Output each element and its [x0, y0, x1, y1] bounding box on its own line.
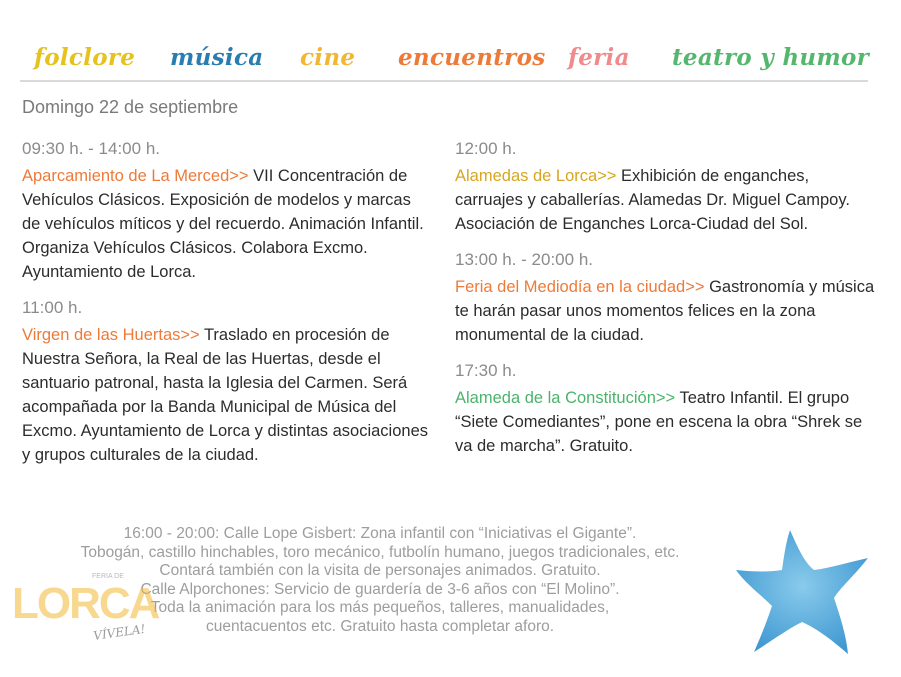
event-item [22, 296, 432, 467]
event-description [455, 386, 880, 458]
footer-line: Calle Alporchones: Servicio de guardería de 3-6 años con “El Molino”. [140, 580, 620, 598]
event-place: Alameda de la Constitución>> [455, 389, 676, 407]
page-date-heading: Domingo 22 de septiembre [22, 97, 239, 117]
category-nav [0, 0, 901, 90]
event-description [22, 323, 432, 467]
footer-line: 16:00 - 20:00: Calle Lope Gisbert: Zona infantil con “Iniciativas el Gigante”. [123, 525, 637, 542]
event-description [22, 164, 432, 284]
event-time: 11:00 h. [22, 298, 83, 317]
footer-line: Toda la animación para los más pequeños, talleres, manualidades, [150, 599, 610, 616]
star-icon [732, 522, 872, 662]
logo-tagline: VÍVELA! [92, 621, 147, 643]
nav-folclore[interactable]: folclore [34, 44, 136, 71]
event-text: Teatro Infantil. El grupo “Siete Comediantes”, pone en escena la obra “Shrek se va de marcha”. Gratuito. [455, 389, 863, 455]
event-item [455, 359, 880, 458]
footer-line: Tobogán, castillo hinchables, toro mecánico, futbolín humano, juegos tradicionales, etc. [80, 543, 680, 561]
event-time: 17:30 h. [455, 361, 517, 380]
nav-musica[interactable]: música [170, 44, 264, 71]
nav-feria[interactable]: feria [568, 44, 630, 71]
left-column [22, 137, 432, 479]
footer-line: cuentacuentos etc. Gratuito hasta completar aforo. [205, 617, 555, 635]
event-text: Gastronomía y música te harán pasar unos momentos felices en la zona monumental de la ciudad. [455, 278, 875, 344]
nav-divider [20, 80, 868, 82]
nav-encuentros[interactable]: encuentros [398, 44, 546, 71]
event-time: 12:00 h. [455, 139, 517, 158]
event-place: Virgen de las Huertas>> [22, 326, 200, 344]
footer-info [80, 525, 680, 636]
event-item [455, 248, 880, 347]
lorca-logo [10, 560, 160, 650]
logo-name: LORCA [12, 579, 159, 628]
event-text: VII Concentración de Vehículos Clásicos. Exposición de modelos y marcas de vehículos míticos y del recuerdo. Animación Infantil. Organiza Vehículos Clásicos. Colabora Excmo. Ayuntamiento de Lorca. [22, 167, 424, 281]
footer-line: Contará también con la visita de personajes animados. Gratuito. [159, 562, 601, 579]
event-time: 13:00 h. - 20:00 h. [455, 250, 593, 269]
event-item [455, 137, 880, 236]
event-item [22, 137, 432, 284]
event-text: Exhibición de enganches, carruajes y caballerías. Alamedas Dr. Miguel Campoy. Asociación de Enganches Lorca-Ciudad del Sol. [455, 167, 850, 233]
logo-small-text: FERIA DE [92, 573, 124, 580]
event-text: Traslado en procesión de Nuestra Señora, la Real de las Huertas, desde el santuario patronal, hasta la Iglesia del Carmen. Será acompañada por la Banda Municipal de Música del Excmo. Ayuntamiento de Lorca y distintas asociaciones y grupos culturales de la ciudad. [22, 326, 428, 464]
nav-cine[interactable]: cine [300, 44, 356, 71]
event-description [455, 164, 880, 236]
event-time: 09:30 h. - 14:00 h. [22, 139, 160, 158]
event-place: Aparcamiento de La Merced>> [22, 167, 249, 185]
right-column [455, 137, 880, 470]
nav-teatro-y-humor[interactable]: teatro y humor [672, 44, 870, 71]
event-place: Feria del Mediodía en la ciudad>> [455, 278, 705, 296]
event-place: Alamedas de Lorca>> [455, 167, 617, 185]
event-description [455, 275, 880, 347]
